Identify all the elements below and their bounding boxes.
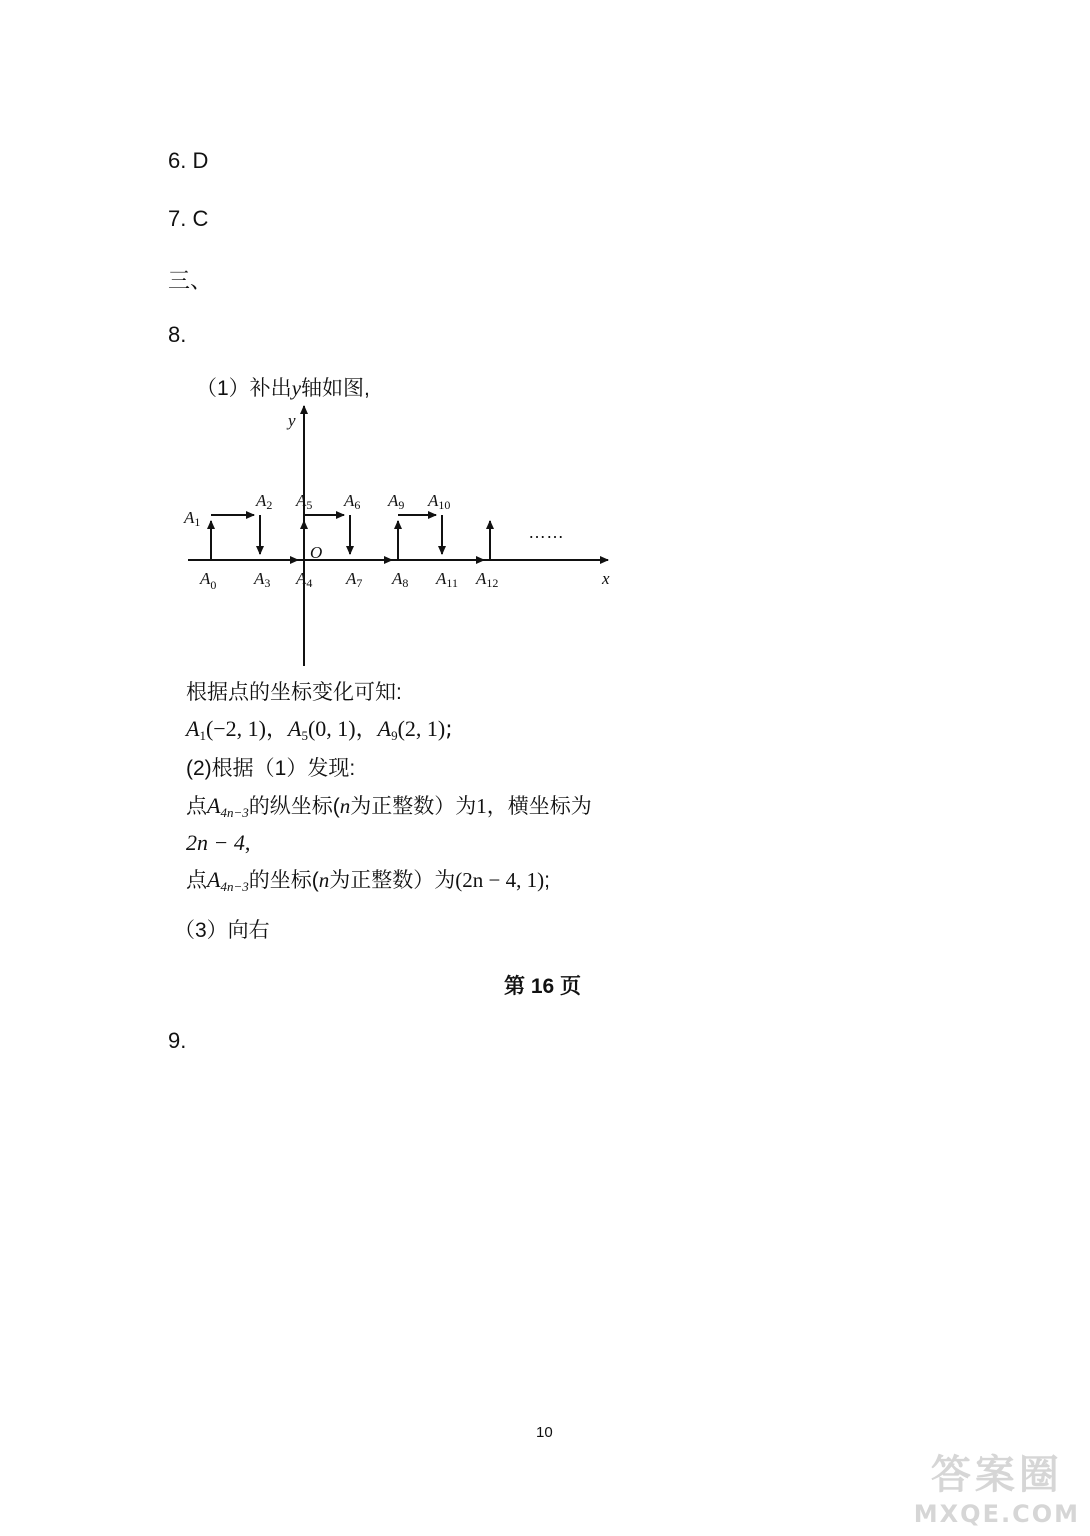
label-a8: A8 [392,569,409,590]
ellipsis: …… [528,522,564,542]
label-a12: A12 [476,569,499,590]
part3-answer: （3）向右 [174,919,270,942]
page-number: 10 [536,1424,553,1441]
label-a7: A7 [346,569,363,590]
label-a1: A1 [184,508,201,529]
y-variable: y [291,376,302,400]
section-three: 三、 [168,268,213,293]
question-9: 9. [168,1028,187,1053]
label-a3: A3 [254,569,271,590]
part2-line-b: 点$A_{4n-3}$的坐标(n为正整数）为(2n − 4, 1); [186,867,550,894]
part2-line-a: 点$A_{4n-3}$的纵坐标(n为正整数）为1，横坐标为 [186,793,592,820]
label-a6: A6 [344,491,361,512]
page-header: 第 16 页 [504,975,582,998]
coordinate-figure [170,398,620,670]
watermark-logo: 答案圈 MXQE.COM [913,1452,1080,1528]
y-axis-label: y [288,411,296,430]
label-a5: A5 [296,491,313,512]
label-a2: A2 [256,491,273,512]
label-a10: A10 [428,491,451,512]
part1-text-rest: 轴如图, [301,377,370,400]
label-a4: A4 [296,569,313,590]
label-a0: $A_0$ [200,569,217,592]
label-a9: A9 [388,491,405,512]
origin-label: O [310,543,323,562]
coordinates-line: $A_1(-2$, 1)，$A_5(0$, 1)，$A_9(2$, 1); [186,716,453,743]
label-a11: A11 [436,569,458,590]
answer-q7: 7. C [168,206,209,231]
answer-q6: 6. D [168,148,209,173]
conclusion-intro: 根据点的坐标变化可知: [186,681,402,704]
x-axis-label: x [602,569,610,588]
expression-2n-4: 2n − 4, [186,830,251,855]
part1-text: （1）补出 [196,377,292,400]
part2-intro: (2)根据（1）发现: [186,757,356,780]
question-8: 8. [168,322,187,347]
